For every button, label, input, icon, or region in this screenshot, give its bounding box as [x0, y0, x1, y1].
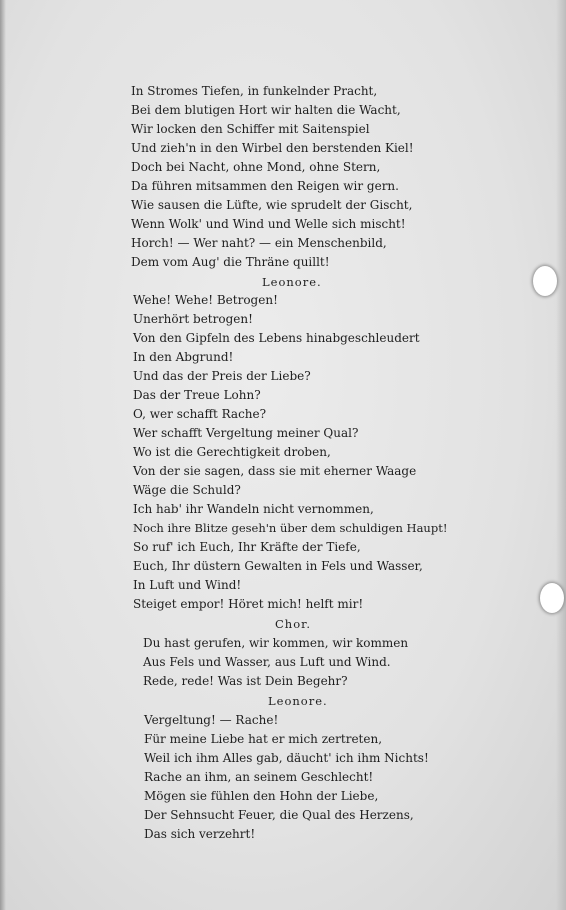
verse1-line-4: Und zieh'n in den Wirbel den berstenden Kiel!: [131, 141, 414, 155]
verse1-line-5: Doch bei Nacht, ohne Mond, ohne Stern,: [131, 160, 381, 174]
verse2-line-12: Ich hab' ihr Wandeln nicht vernommen,: [133, 502, 374, 516]
verse4-line-1: Vergeltung! — Rache!: [144, 713, 279, 727]
speaker-heading-leonore-1: Leonore.: [262, 275, 322, 289]
verse3-line-2: Aus Fels und Wasser, aus Luft und Wind.: [143, 655, 391, 669]
page-edge-shadow-right: [556, 0, 566, 910]
verse2-line-13: Noch ihre Blitze geseh'n über dem schuldigen Haupt!: [133, 521, 448, 535]
verse2-line-2: Unerhört betrogen!: [133, 312, 253, 326]
verse1-line-9: Horch! — Wer naht? — ein Menschenbild,: [131, 236, 387, 250]
verse1-line-8: Wenn Wolk' und Wind und Welle sich mischt!: [131, 217, 406, 231]
verse2-line-3: Von den Gipfeln des Lebens hinabgeschleudert: [133, 331, 420, 345]
verse2-line-14: So ruf' ich Euch, Ihr Kräfte der Tiefe,: [133, 540, 361, 554]
verse1-line-3: Wir locken den Schiffer mit Saitenspiel: [131, 122, 370, 136]
verse1-line-1: In Stromes Tiefen, in funkelnder Pracht,: [131, 84, 378, 98]
verse2-line-10: Von der sie sagen, dass sie mit eherner Waage: [133, 464, 417, 478]
verse2-line-16: In Luft und Wind!: [133, 578, 242, 592]
verse4-line-5: Mögen sie fühlen den Hohn der Liebe,: [144, 789, 379, 803]
verse2-line-1: Wehe! Wehe! Betrogen!: [133, 293, 278, 307]
verse4-line-2: Für meine Liebe hat er mich zertreten,: [144, 732, 383, 746]
verse4-line-6: Der Sehnsucht Feuer, die Qual des Herzens,: [144, 808, 414, 822]
verse2-line-6: Das der Treue Lohn?: [133, 388, 261, 402]
verse2-line-11: Wäge die Schuld?: [133, 483, 241, 497]
verse3-line-1: Du hast gerufen, wir kommen, wir kommen: [143, 636, 409, 650]
verse4-line-4: Rache an ihm, an seinem Geschlecht!: [144, 770, 374, 784]
verse2-line-4: In den Abgrund!: [133, 350, 234, 364]
speaker-heading-chor: Chor.: [275, 617, 312, 631]
verse1-line-7: Wie sausen die Lüfte, wie sprudelt der Gischt,: [131, 198, 413, 212]
verse2-line-15: Euch, Ihr düstern Gewalten in Fels und Wasser,: [133, 559, 423, 573]
verse3-line-3: Rede, rede! Was ist Dein Begehr?: [143, 674, 348, 688]
page-edge-shadow-left: [0, 0, 6, 910]
verse1-line-10: Dem vom Aug' die Thräne quillt!: [131, 255, 330, 269]
verse2-line-8: Wer schafft Vergeltung meiner Qual?: [133, 426, 359, 440]
verse1-line-6: Da führen mitsammen den Reigen wir gern.: [131, 179, 399, 193]
verse1-line-2: Bei dem blutigen Hort wir halten die Wacht,: [131, 103, 401, 117]
speaker-heading-leonore-2: Leonore.: [268, 694, 328, 708]
punch-hole-upper: [533, 266, 557, 296]
verse4-line-7: Das sich verzehrt!: [144, 827, 256, 841]
punch-hole-lower: [540, 583, 564, 613]
verse2-line-17: Steiget empor! Höret mich! helft mir!: [133, 597, 364, 611]
verse2-line-9: Wo ist die Gerechtigkeit droben,: [133, 445, 331, 459]
verse2-line-7: O, wer schafft Rache?: [133, 407, 267, 421]
verse4-line-3: Weil ich ihm Alles gab, däucht' ich ihm Nichts!: [144, 751, 429, 765]
verse2-line-5: Und das der Preis der Liebe?: [133, 369, 311, 383]
